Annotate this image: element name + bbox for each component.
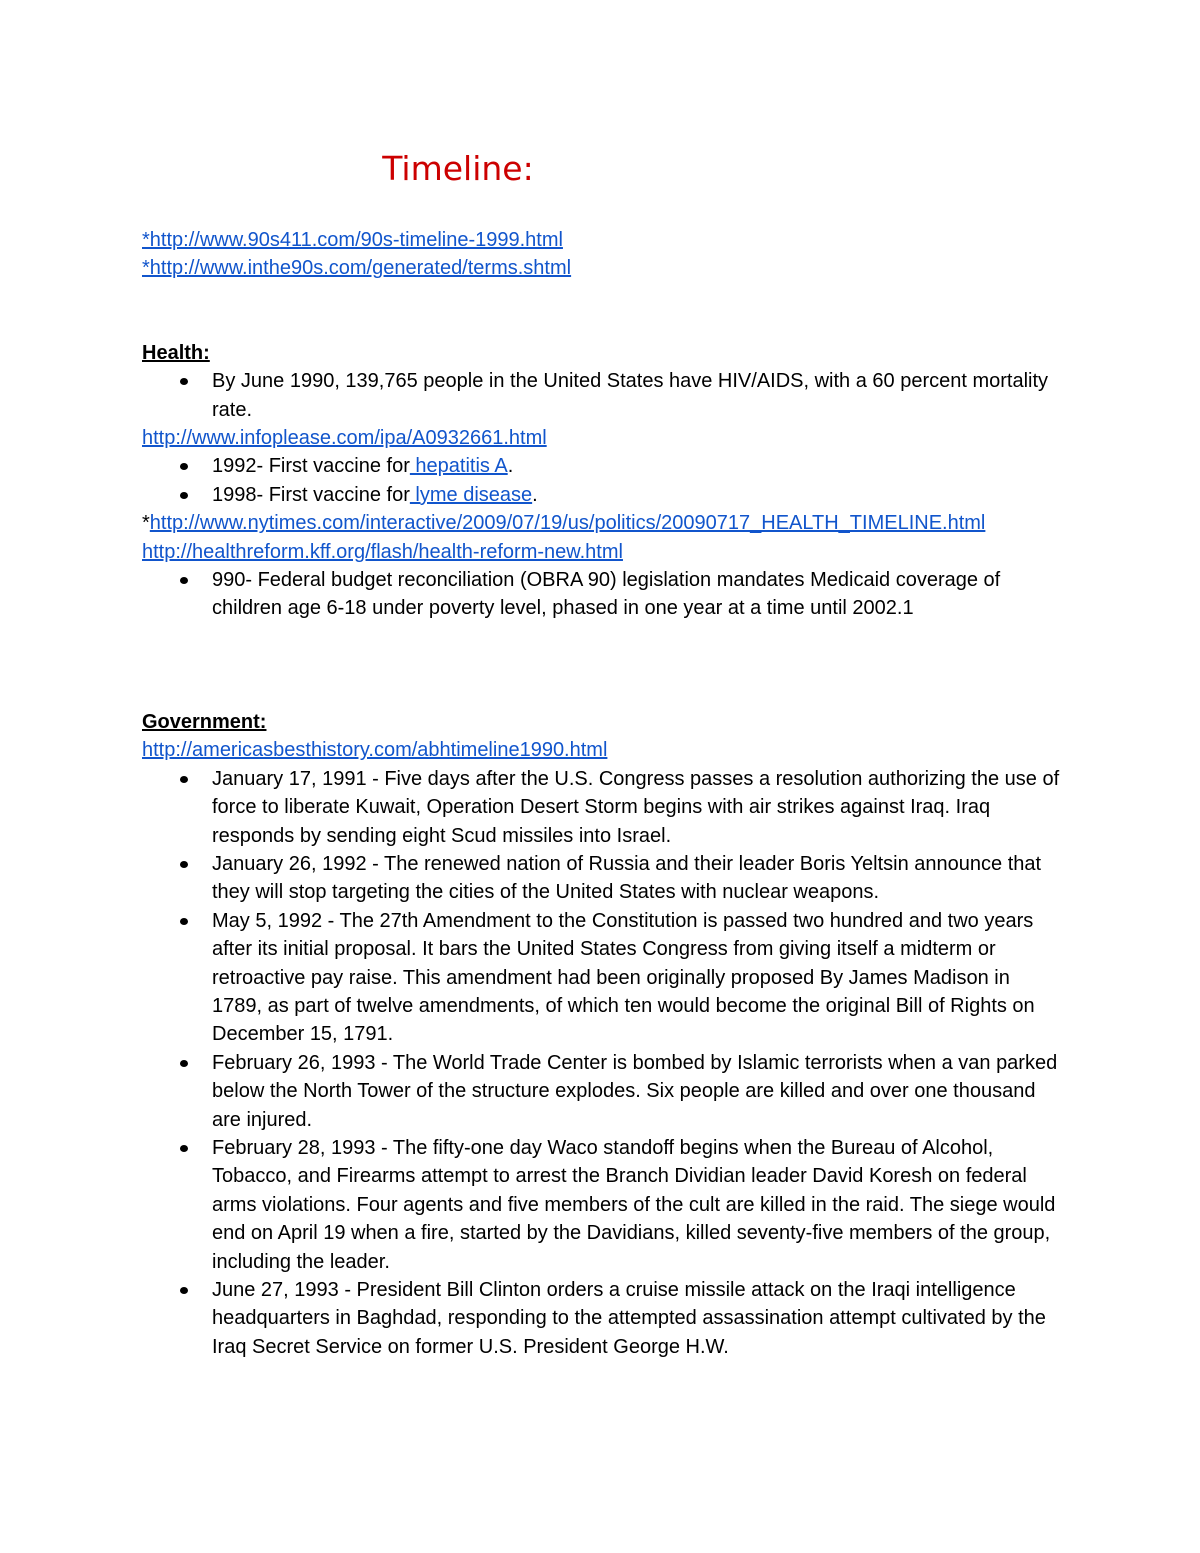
list-item: 1998- First vaccine for lyme disease. [142, 481, 1062, 509]
bullet-icon [180, 1145, 188, 1152]
nytimes-link[interactable]: http://www.nytimes.com/interactive/2009/07/19/us/politics/20090717_HEALTH_TIMELINE.html [149, 512, 986, 535]
list-item: January 17, 1991 - Five days after the U.S. Congress passes a resolution authorizing the use of force to liberate Kuwait, Operation Desert Storm begins with air strikes against Iraq. Iraq responds by sending eight Scud missiles into Israel. [142, 765, 1062, 850]
list-item: February 26, 1993 - The World Trade Center is bombed by Islamic terrorists when a van parked below the North Tower of the structure explodes. Six people are killed and over one thousand are injured. [142, 1049, 1062, 1134]
lyme-disease-link[interactable]: lyme disease [409, 483, 533, 506]
page-title: Timeline: [382, 149, 534, 188]
source-link-2[interactable]: *http://www.inthe90s.com/generated/terms.shtml [142, 257, 572, 280]
government-list [142, 765, 1062, 1362]
bullet-icon [180, 1060, 188, 1067]
health-list-3 [142, 566, 1062, 623]
health-list-2 [142, 452, 1062, 509]
list-item: January 26, 1992 - The renewed nation of Russia and their leader Boris Yeltsin announce that they will stop targeting the cities of the United States with nuclear weapons. [142, 850, 1062, 907]
list-item: 990- Federal budget reconciliation (OBRA 90) legislation mandates Medicaid coverage of children age 6-18 under poverty level, phased in one year at a time until 2002.1 [142, 566, 1062, 623]
list-item: May 5, 1992 - The 27th Amendment to the Constitution is passed two hundred and two years after its initial proposal. It bars the United States Congress from giving itself a midterm or retroactive pay raise. This amendment had been originally proposed By James Madison in 1789, as part of twelve amendments, of which ten would become the original Bill of Rights on December 15, 1791. [142, 907, 1062, 1049]
bullet-icon [180, 776, 188, 783]
health-list-1 [142, 367, 1062, 424]
bullet-icon [180, 463, 188, 470]
list-item: February 28, 1993 - The fifty-one day Waco standoff begins when the Bureau of Alcohol, Tobacco, and Firearms attempt to arrest the Branch Dividian leader David Koresh on federal arms violations. Four agents and five members of the cult are killed in the raid. The siege would end on April 19 when a fire, started by the Davidians, killed seventy-five members of the group, including the leader. [142, 1134, 1062, 1276]
bullet-icon [180, 378, 188, 385]
government-heading: Government: [142, 710, 267, 733]
list-item: By June 1990, 139,765 people in the United States have HIV/AIDS, with a 60 percent mortality rate. [142, 367, 1062, 424]
kff-link[interactable]: http://healthreform.kff.org/flash/health-reform-new.html [142, 540, 623, 563]
bullet-icon [180, 1287, 188, 1294]
bullet-icon [180, 577, 188, 584]
bullet-icon [180, 861, 188, 868]
health-heading: Health: [142, 341, 210, 364]
americasbesthistory-link[interactable]: http://americasbesthistory.com/abhtimeline1990.html [142, 739, 608, 762]
source-link-1[interactable]: *http://www.90s411.com/90s-timeline-1999.html [142, 229, 563, 251]
list-item: 1992- First vaccine for hepatitis A. [142, 452, 1062, 480]
hepatitis-a-link[interactable]: hepatitis A [409, 455, 508, 478]
infoplease-link[interactable]: http://www.infoplease.com/ipa/A0932661.html [142, 427, 547, 450]
bullet-icon [180, 918, 188, 925]
list-item: June 27, 1993 - President Bill Clinton orders a cruise missile attack on the Iraqi intelligence headquarters in Baghdad, responding to the attempted assassination attempt cultivated by the Iraq Secret Service on former U.S. President George H.W. [142, 1276, 1062, 1361]
document-content: *http://www.90s411.com/90s-timeline-1999.html *http://www.inthe90s.com/generated/terms.shtml Health: By June 1990, 139,765 people in the United States have HIV/AIDS, with a 60 percent mortality rate. http://www.infoplease.com/ipa/A0932661.html 1992- First vaccine for hepatitis A. 1998- First vaccine for lyme disease. *http://www.nytimes.com/interactive/2009/07/19/us/politics/20090717_HEALTH_TIMELINE.html http://healthreform.kff.org/flash/health-reform-new.html 990- Federal budget reconciliation (OBRA 90) legislation mandates Medicaid coverage of children age 6-18 under poverty level, phased in one year at a time until 2002.1 Government: http://americasbesthistory.com/abhtimeline1990.html January 17, 1991 - Five days after the U.S. Congress passes a resolution authorizing the use of force to liberate Kuwait, Operation Desert Storm begins with air strikes against Iraq. Iraq responds by sending eight Scud missiles into Israel. January 26, 1992 - The renewed nation of Russia and their leader Boris Yeltsin announce that they will stop targeting the cities of the United States with nuclear weapons. May 5, 1992 - The 27th Amendment to the Constitution is passed two hundred and two years after its initial proposal. It bars the United States Congress from giving itself a midterm or retroactive pay raise. This amendment had been originally proposed By James Madison in 1789, as part of twelve amendments, of which ten would become the original Bill of Rights on December 15, 1791. February 26, 1993 - The World Trade Center is bombed by Islamic terrorists when a van parked below the North Tower of the structure explodes. Six people are killed and over one thousand are injured. February 28, 1993 - The fifty-one day Waco standoff begins when the Bureau of Alcohol, Tobacco, and Firearms attempt to arrest the Branch Dividian leader David Koresh on federal arms violations. Four agents and five members of the cult are killed in the raid. The siege would end on April 19 when a fire, started by the Davidians, killed seventy-five members of the group, including the leader. June 27, 1993 - President Bill Clinton orders a cruise missile attack on the Iraqi intelligence headquarters in Baghdad, responding to the attempted assassination attempt cultivated by the Iraq Secret Service on former U.S. President George H.W. [142, 226, 1062, 1361]
bullet-icon [180, 492, 188, 499]
